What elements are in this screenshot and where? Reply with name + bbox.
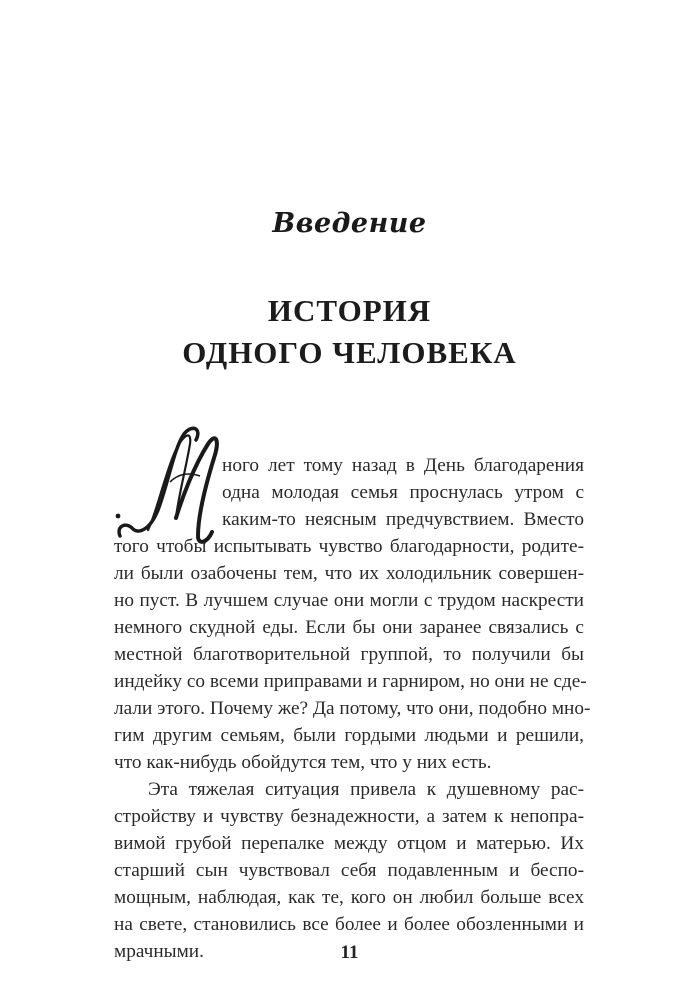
page-number: 11 [340, 942, 359, 963]
text-line: лали этого. Почему же? Да потому, что они, подобно мно- [114, 698, 591, 719]
text-line: ли были озабочены тем, что их холодильник совершен- [114, 563, 584, 584]
text-line: индейку со всеми приправами и гарниром, но они не сде- [114, 671, 587, 692]
text-line: Эта тяжелая ситуация привела к душевному рас- [148, 779, 584, 800]
drop-cap-m-ornament [112, 418, 222, 548]
text-line: гим другим семьям, были гордыми людьми и решили, [114, 725, 584, 746]
text-line: что как-нибудь обойдутся тем, что у них есть. [114, 752, 492, 773]
text-line: немного скудной еды. Если бы они заранее связались с [114, 617, 584, 638]
text-line: местной благотворительной группой, то получили бы [114, 644, 584, 665]
chapter-title-line-2: ОДНОГО ЧЕЛОВЕКА [182, 335, 517, 370]
text-line: но пуст. В лучшем случае они могли с трудом наскрести [114, 590, 584, 611]
text-line: одна молодая семья проснулась утром с [222, 482, 584, 503]
text-line: ного лет тому назад в День благодарения [222, 455, 584, 476]
chapter-title-line-1: ИСТОРИЯ [267, 293, 432, 328]
text-line: каким-то неясным предчувствием. Вместо [222, 509, 584, 530]
chapter-label: Введение [272, 208, 427, 239]
text-line: вимой грубой перепалке между отцом и матерью. Их [114, 833, 584, 854]
text-line: на свете, становились все более и более обозленными и [114, 914, 584, 935]
text-line: старший сын чувствовал себя подавленным и беспо- [114, 860, 584, 881]
text-line: того чтобы испытывать чувство благодарности, родите- [114, 536, 584, 557]
text-line: стройству и чувству безнадежности, а затем к непопра- [114, 806, 584, 827]
text-line: мощным, наблюдая, как те, кого он любил больше всех [114, 887, 584, 908]
text-line: мрачными. [114, 941, 204, 962]
